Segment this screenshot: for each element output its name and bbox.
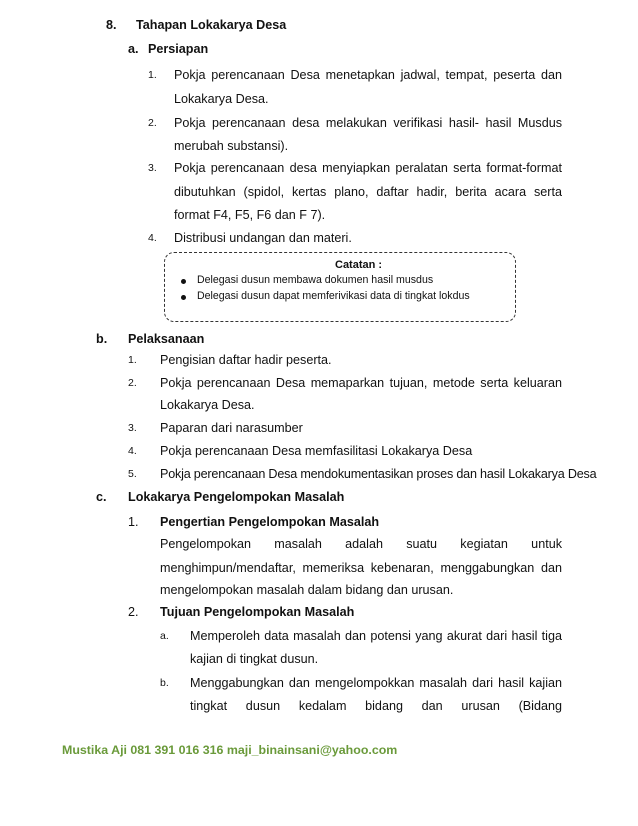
- note-item: Delegasi dusun membawa dokumen hasil musdus: [197, 274, 434, 286]
- list-item-number: 1.: [148, 69, 157, 81]
- section-b-title: Pelaksanaan: [128, 332, 205, 346]
- note-title: Catatan :: [335, 259, 383, 271]
- list-item-letter: a.: [160, 630, 169, 642]
- list-item-number: 2.: [128, 377, 137, 389]
- section-8-title: Tahapan Lokakarya Desa: [136, 18, 287, 32]
- section-c-title: Lokakarya Pengelompokan Masalah: [128, 490, 345, 504]
- bullet-icon: [181, 279, 186, 284]
- list-item-text: dibutuhkan (spidol, kertas plano, daftar hadir, berita acara serta: [174, 185, 562, 199]
- section-a-letter: a.: [128, 42, 139, 56]
- list-item-number: 2.: [148, 117, 157, 129]
- list-item-number: 5.: [128, 468, 137, 480]
- paragraph-line: Pengelompokan masalah adalah suatu kegiatan untuk: [160, 537, 562, 551]
- paragraph-line: mengelompokan masalah dalam bidang dan urusan.: [160, 583, 454, 597]
- list-item-text: Pokja perencanaan Desa memaparkan tujuan, metode serta keluaran: [160, 376, 562, 390]
- list-item-text: Pokja perencanaan desa menyiapkan peralatan serta format-format: [174, 161, 562, 175]
- list-item-text: Pokja perencanaan desa melakukan verifikasi hasil- hasil Musdus: [174, 116, 562, 130]
- section-a-title: Persiapan: [148, 42, 209, 56]
- list-item-text: Pokja perencanaan Desa memfasilitasi Lokakarya Desa: [160, 444, 473, 458]
- list-item-text: Lokakarya Desa.: [160, 398, 255, 412]
- list-item-number: 4.: [148, 232, 157, 244]
- subsection-title: Pengertian Pengelompokan Masalah: [160, 515, 380, 529]
- list-item-text: Pokja perencanaan Desa menetapkan jadwal, tempat, peserta dan: [174, 68, 562, 82]
- subsection-number: 1.: [128, 515, 139, 529]
- list-item-number: 3.: [128, 422, 137, 434]
- section-b-letter: b.: [96, 332, 108, 346]
- list-item-text: Distribusi undangan dan materi.: [174, 231, 352, 245]
- list-item-number: 3.: [148, 162, 157, 174]
- footer-contact: Mustika Aji 081 391 016 316 maji_binainsani@yahoo.com: [62, 743, 398, 757]
- bullet-icon: [181, 295, 186, 300]
- list-item-text: Menggabungkan dan mengelompokkan masalah dari hasil kajian: [190, 676, 562, 690]
- note-item: Delegasi dusun dapat memferivikasi data di tingkat lokdus: [197, 290, 470, 302]
- note-box: [164, 252, 516, 322]
- list-item-text: Lokakarya Desa.: [174, 92, 269, 106]
- list-item-text: format F4, F5, F6 dan F 7).: [174, 208, 326, 222]
- section-c-letter: c.: [96, 490, 107, 504]
- list-item-text: Paparan dari narasumber: [160, 421, 303, 435]
- section-8-number: 8.: [106, 18, 117, 32]
- subsection-number: 2.: [128, 605, 139, 619]
- list-item-text: Memperoleh data masalah dan potensi yang akurat dari hasil tiga: [190, 629, 562, 643]
- list-item-number: 4.: [128, 445, 137, 457]
- subsection-title: Tujuan Pengelompokan Masalah: [160, 605, 355, 619]
- list-item-letter: b.: [160, 677, 169, 689]
- list-item-text: Pokja perencanaan Desa mendokumentasikan proses dan hasil Lokakarya Desa: [160, 467, 597, 481]
- list-item-text: tingkat dusun kedalam bidang dan urusan (Bidang: [190, 699, 562, 713]
- list-item-text: merubah substansi).: [174, 139, 289, 153]
- list-item-number: 1.: [128, 354, 137, 366]
- list-item-text: Pengisian daftar hadir peserta.: [160, 353, 332, 367]
- list-item-text: kajian di tingkat dusun.: [190, 652, 319, 666]
- paragraph-line: menghimpun/mendaftar, memeriksa kebenaran, menggabungkan dan: [160, 561, 562, 575]
